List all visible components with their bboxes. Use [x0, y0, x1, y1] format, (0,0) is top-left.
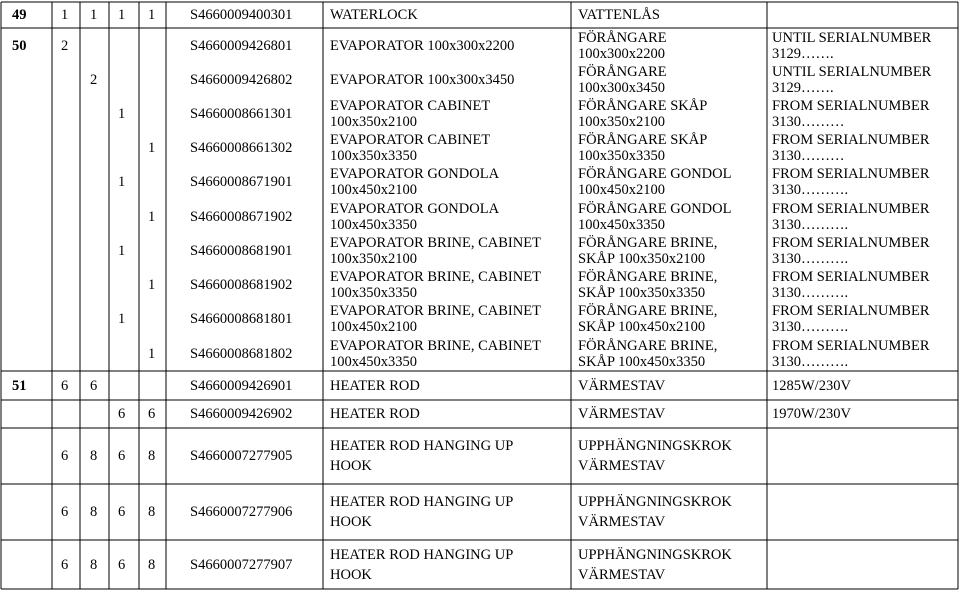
remark-line: FROM SERIALNUMBER	[772, 235, 930, 251]
description-sv-line: 100x350x2100	[578, 114, 665, 130]
description-en-line: 100x450x2100	[330, 182, 417, 198]
quantity-3: 1	[118, 311, 126, 327]
quantity-4: 1	[148, 208, 156, 225]
description-sv-line: VÄRMESTAV	[578, 406, 666, 422]
part-number: S4660009426802	[190, 72, 293, 88]
description-en-line: 100x450x2100	[330, 319, 417, 335]
quantity-3: 1	[118, 106, 126, 122]
description-sv-line: SKÅP 100x350x3350	[578, 285, 706, 301]
part-number: S4660008681801	[190, 311, 293, 327]
position-number: 50	[12, 37, 27, 54]
quantity-4: 8	[148, 504, 156, 520]
part-number: S4660008681901	[190, 243, 293, 259]
description-sv-line: VATTENLÅS	[578, 7, 660, 23]
part-number: S4660008671902	[190, 208, 293, 225]
quantity-1: 2	[61, 37, 69, 54]
remark-line: FROM SERIALNUMBER	[772, 98, 930, 114]
quantity-1: 6	[61, 557, 69, 573]
description-en-line: WATERLOCK	[330, 7, 418, 23]
quantity-2: 8	[90, 557, 98, 573]
description-sv-line: UPPHÄNGNINGSKROK	[578, 547, 732, 563]
remark-line: 3130……….	[772, 353, 849, 370]
quantity-3: 6	[118, 448, 126, 464]
description-en-line: EVAPORATOR BRINE, CABINET	[330, 337, 541, 354]
remark-line: 3130………	[772, 148, 845, 164]
description-en-line: HOOK	[330, 514, 372, 530]
part-number: S4660009426902	[190, 406, 293, 422]
description-sv-line: VÄRMESTAV	[578, 514, 666, 530]
quantity-3: 6	[118, 406, 126, 422]
quantity-4: 8	[148, 557, 156, 573]
quantity-2: 2	[90, 72, 98, 88]
remark-line: FROM SERIALNUMBER	[772, 337, 930, 354]
remark-line: 3130……….	[772, 319, 849, 335]
description-en-line: 100x350x2100	[330, 251, 417, 267]
description-en-line: EVAPORATOR 100x300x2200	[330, 37, 515, 54]
part-number: S4660007277906	[190, 504, 293, 520]
description-en-line: EVAPORATOR 100x300x3450	[330, 72, 515, 88]
description-en-line: HOOK	[330, 567, 372, 583]
remark-line: 1970W/230V	[772, 406, 851, 422]
description-sv-line: 100x450x2100	[578, 182, 665, 198]
part-number: S4660009426901	[190, 377, 293, 394]
remark-line: FROM SERIALNUMBER	[772, 200, 930, 217]
description-sv-line: FÖRÅNGARE SKÅP	[578, 98, 708, 114]
description-sv-line: SKÅP 100x350x2100	[578, 251, 706, 267]
quantity-1: 6	[61, 448, 69, 464]
quantity-4: 1	[148, 277, 156, 293]
description-sv-line: FÖRÅNGARE BRINE,	[578, 303, 718, 319]
description-sv-line: FÖRÅNGARE SKÅP	[578, 132, 708, 148]
quantity-1: 1	[61, 7, 69, 23]
description-sv-line: VÄRMESTAV	[578, 377, 666, 394]
description-en-line: EVAPORATOR CABINET	[330, 98, 491, 114]
description-sv-line: FÖRÅNGARE	[578, 64, 667, 80]
description-sv-line: UPPHÄNGNINGSKROK	[578, 494, 732, 510]
remark-line: FROM SERIALNUMBER	[772, 269, 930, 285]
description-sv-line: SKÅP 100x450x2100	[578, 319, 706, 335]
description-sv-line: 100x300x3450	[578, 80, 665, 96]
part-number: S4660008661302	[190, 140, 293, 156]
description-sv-line: VÄRMESTAV	[578, 567, 666, 583]
description-en-line: HEATER ROD HANGING UP	[330, 547, 514, 563]
quantity-2: 6	[90, 377, 98, 394]
part-number: S4660008681902	[190, 277, 293, 293]
remark-line: FROM SERIALNUMBER	[772, 166, 930, 182]
remark-line: FROM SERIALNUMBER	[772, 303, 930, 319]
description-en-line: EVAPORATOR GONDOLA	[330, 200, 500, 217]
description-sv-line: FÖRÅNGARE BRINE,	[578, 337, 718, 354]
remark-line: 1285W/230V	[772, 377, 851, 394]
description-en-line: 100x350x3350	[330, 285, 417, 301]
quantity-1: 6	[61, 504, 69, 520]
quantity-2: 1	[90, 7, 98, 23]
description-en-line: EVAPORATOR BRINE, CABINET	[330, 303, 541, 319]
quantity-4: 1	[148, 7, 156, 23]
description-en-line: HOOK	[330, 458, 372, 474]
quantity-4: 1	[148, 140, 156, 156]
remark-line: 3129…….	[772, 80, 834, 96]
description-en-line: EVAPORATOR BRINE, CABINET	[330, 269, 541, 285]
remark-line: 3130……….	[772, 285, 849, 301]
part-number: S4660007277905	[190, 448, 293, 464]
part-number: S4660007277907	[190, 557, 293, 573]
quantity-4: 1	[148, 345, 156, 362]
part-number: S4660008671901	[190, 174, 293, 190]
description-sv-line: UPPHÄNGNINGSKROK	[578, 438, 732, 454]
remark-line: 3130……….	[772, 182, 849, 198]
part-number: S4660008661301	[190, 106, 293, 122]
remark-line: FROM SERIALNUMBER	[772, 132, 930, 148]
quantity-2: 8	[90, 504, 98, 520]
description-sv-line: 100x450x3350	[578, 216, 665, 233]
description-en-line: 100x350x3350	[330, 148, 417, 164]
description-sv-line: FÖRÅNGARE BRINE,	[578, 269, 718, 285]
description-en-line: EVAPORATOR GONDOLA	[330, 166, 500, 182]
description-en-line: 100x450x3350	[330, 353, 417, 370]
part-number: S4660009400301	[190, 7, 293, 23]
description-sv-line: 100x300x2200	[578, 45, 665, 62]
description-en-line: EVAPORATOR BRINE, CABINET	[330, 235, 541, 251]
description-en-line: HEATER ROD HANGING UP	[330, 494, 514, 510]
remark-line: 3130……….	[772, 251, 849, 267]
remark-line: 3130………	[772, 114, 845, 130]
description-sv-line: SKÅP 100x450x3350	[578, 353, 706, 370]
description-sv-line: FÖRÅNGARE GONDOL	[578, 200, 732, 217]
quantity-4: 8	[148, 448, 156, 464]
description-sv-line: FÖRÅNGARE	[578, 29, 667, 46]
quantity-3: 1	[118, 174, 126, 190]
description-en-line: 100x350x2100	[330, 114, 417, 130]
part-number: S4660009426801	[190, 37, 293, 54]
quantity-3: 6	[118, 557, 126, 573]
position-number: 49	[12, 7, 27, 23]
remark-line: 3129…….	[772, 45, 834, 62]
description-en-line: HEATER ROD HANGING UP	[330, 438, 514, 454]
description-sv-line: FÖRÅNGARE GONDOL	[578, 166, 732, 182]
quantity-2: 8	[90, 448, 98, 464]
description-en-line: EVAPORATOR CABINET	[330, 132, 491, 148]
position-number: 51	[12, 377, 27, 394]
quantity-3: 1	[118, 243, 126, 259]
quantity-3: 6	[118, 504, 126, 520]
part-number: S4660008681802	[190, 345, 293, 362]
remark-line: UNTIL SERIALNUMBER	[772, 29, 932, 46]
remark-line: UNTIL SERIALNUMBER	[772, 64, 932, 80]
description-sv-line: 100x350x3350	[578, 148, 665, 164]
description-sv-line: FÖRÅNGARE BRINE,	[578, 235, 718, 251]
quantity-3: 1	[118, 7, 126, 23]
quantity-4: 6	[148, 406, 156, 422]
description-en-line: HEATER ROD	[330, 377, 420, 394]
quantity-1: 6	[61, 377, 69, 394]
description-en-line: HEATER ROD	[330, 406, 420, 422]
description-en-line: 100x450x3350	[330, 216, 417, 233]
remark-line: 3130……….	[772, 216, 849, 233]
description-sv-line: VÄRMESTAV	[578, 458, 666, 474]
